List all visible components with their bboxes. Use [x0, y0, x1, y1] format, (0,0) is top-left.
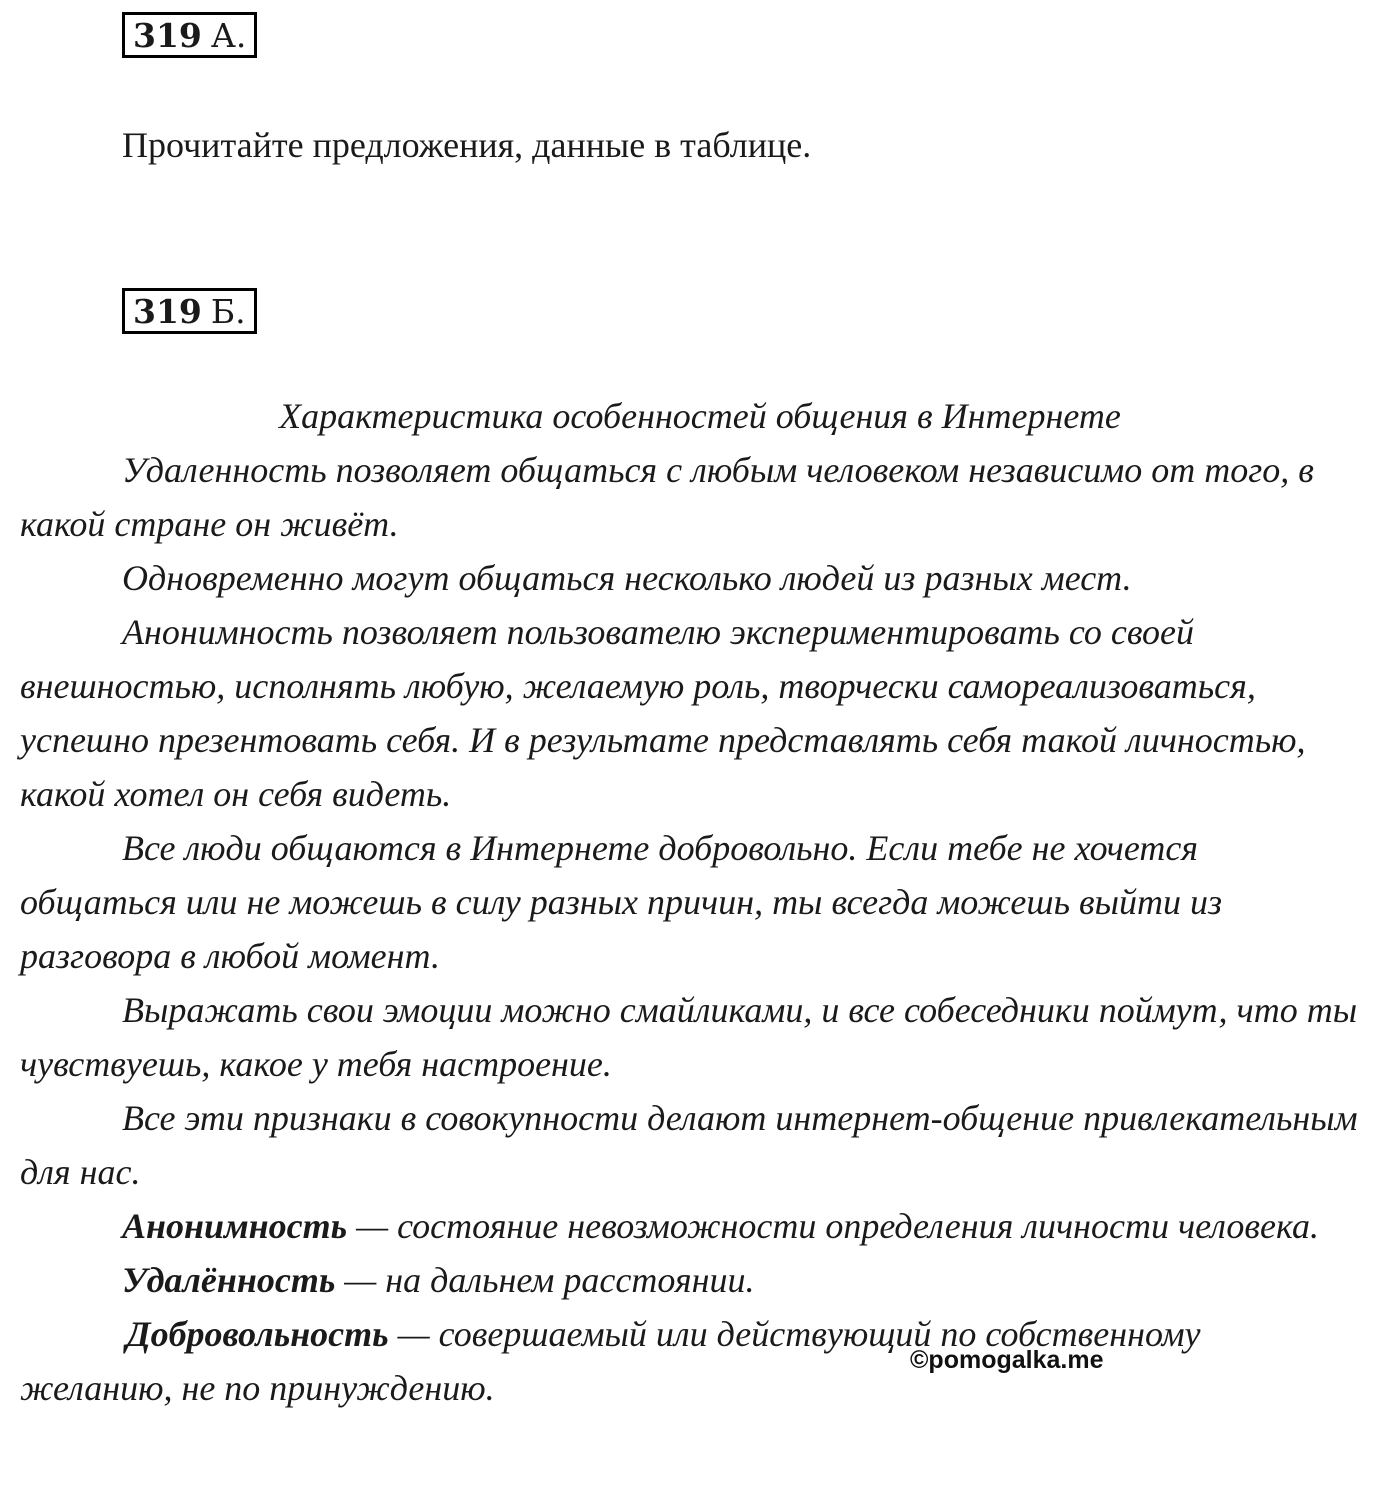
exercise-number-b	[122, 288, 257, 334]
text-title: Характеристика особенностей общения в Интернете	[279, 396, 1121, 436]
text-paragraph: Одновременно могут общаться несколько людей из разных мест.	[122, 558, 1132, 598]
text-paragraph: Удаленность позволяет общаться с любым человеком независимо от того, в какой стране он живёт.	[20, 450, 1314, 544]
text-paragraph: Все эти признаки в совокупности делают интернет-общение привлекательным для нас.	[20, 1098, 1358, 1192]
exercise-number: 319	[133, 291, 202, 331]
exercise-number-a	[122, 12, 257, 58]
exercise-text	[20, 389, 1360, 1415]
definition-term: Анонимность	[122, 1206, 348, 1246]
exercise-instruction: Прочитайте предложения, данные в таблице.	[122, 125, 812, 165]
definition-term: Удалённость	[122, 1260, 336, 1300]
definition	[20, 1253, 1360, 1307]
definition	[20, 1307, 1360, 1415]
definition-text: — совершаемый или действующий по собственному желанию, не по принуждению.	[20, 1314, 1201, 1408]
text-paragraph: Анонимность позволяет пользователю экспериментировать со своей внешностью, исполнять любую, желаемую роль, творчески самореализоваться, успешно презентовать себя. И в результате представлять себя такой личностью, какой хотел он себя видеть.	[20, 612, 1306, 814]
exercise-letter: А.	[210, 15, 247, 55]
text-paragraph: Все люди общаются в Интернете добровольно. Если тебе не хочется общаться или не можешь в силу разных причин, ты всегда можешь выйти из разговора в любой момент.	[20, 828, 1223, 976]
exercise-letter: Б.	[210, 291, 246, 331]
site-watermark: ©pomogalka.me	[910, 1346, 1104, 1374]
definition	[20, 1199, 1360, 1253]
definition-term: Добровольность	[126, 1314, 389, 1354]
text-paragraph: Выражать свои эмоции можно смайликами, и все собеседники поймут, что ты чувствуешь, какое у тебя настроение.	[20, 990, 1358, 1084]
definition-text: — на дальнем расстоянии.	[335, 1260, 755, 1300]
exercise-number: 319	[133, 15, 202, 55]
definition-text: — состояние невозможности определения личности человека.	[347, 1206, 1319, 1246]
